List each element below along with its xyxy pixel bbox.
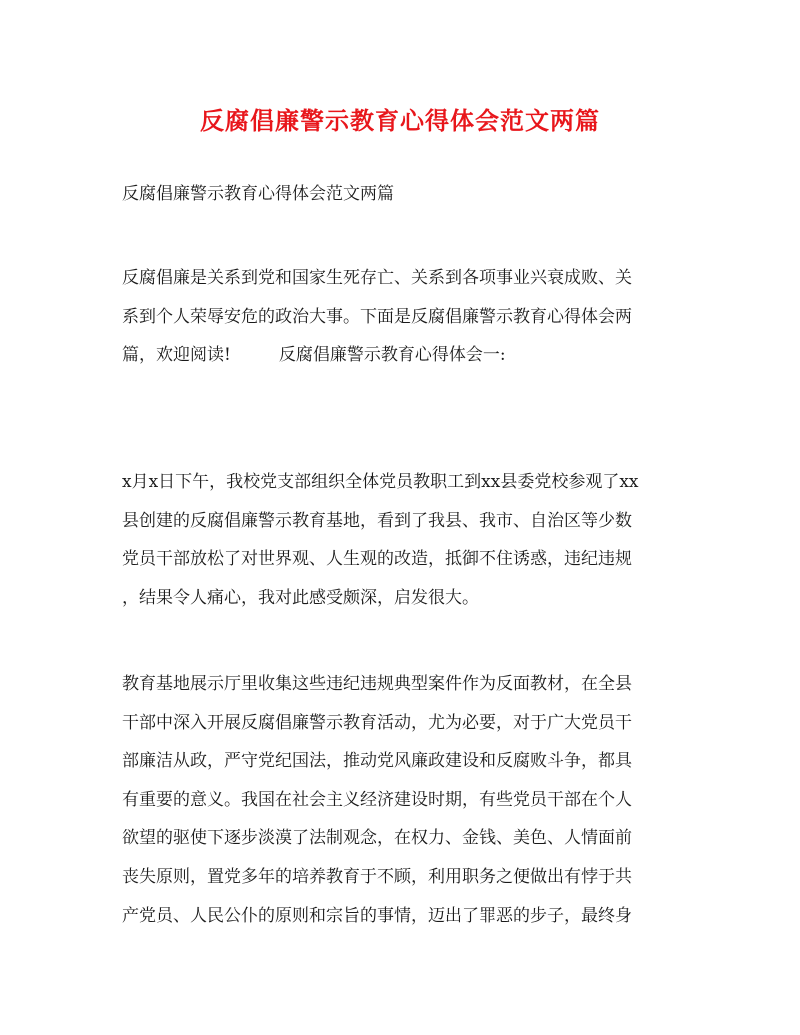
paragraph-line: 篇，欢迎阅读!	[122, 345, 231, 366]
section-heading: 反腐倡廉警示教育心得体会一:	[278, 345, 506, 366]
paragraph-line: ，结果令人痛心，我对此感受颇深，启发很大。	[122, 587, 479, 608]
paragraph-line: 欲望的驱使下逐步淡漠了法制观念，在权力、金钱、美色、人情面前	[122, 828, 632, 849]
paragraph-line: 县创建的反腐倡廉警示教育基地，看到了我县、我市、自治区等少数	[122, 510, 632, 531]
document-subtitle: 反腐倡廉警示教育心得体会范文两篇	[122, 184, 394, 204]
document-title: 反腐倡廉警示教育心得体会范文两篇	[200, 106, 600, 135]
paragraph-intro	[122, 259, 682, 375]
paragraph-line: 教育基地展示厅里收集这些违纪违规典型案件作为反面教材，在全县	[122, 674, 632, 694]
paragraph-visit	[122, 463, 682, 617]
paragraph-line: 反腐倡廉是关系到党和国家生死存亡、关系到各项事业兴衰成败、关	[122, 268, 632, 288]
paragraph-line: 系到个人荣辱安危的政治大事。下面是反腐倡廉警示教育心得体会两	[122, 306, 632, 327]
paragraph-line: 丧失原则，置党多年的培养教育于不顾，利用职务之便做出有悖于共	[122, 866, 632, 887]
paragraph-line: x月x日下午，我校党支部组织全体党员教职工到xx县委党校参观了xx	[122, 472, 639, 492]
paragraph-line: 产党员、人民公仆的原则和宗旨的事情，迈出了罪恶的步子，最终身	[122, 905, 632, 926]
paragraph-line-with-heading	[122, 336, 682, 375]
paragraph-exhibition	[122, 665, 682, 935]
paragraph-line: 有重要的意义。我国在社会主义经济建设时期，有些党员干部在个人	[122, 789, 632, 810]
paragraph-line: 党员干部放松了对世界观、人生观的改造，抵御不住诱惑，违纪违规	[122, 549, 632, 570]
paragraph-line: 干部中深入开展反腐倡廉警示教育活动，尤为必要，对于广大党员干	[122, 712, 632, 733]
paragraph-line: 部廉洁从政，严守党纪国法，推动党风廉政建设和反腐败斗争，都具	[122, 751, 632, 772]
